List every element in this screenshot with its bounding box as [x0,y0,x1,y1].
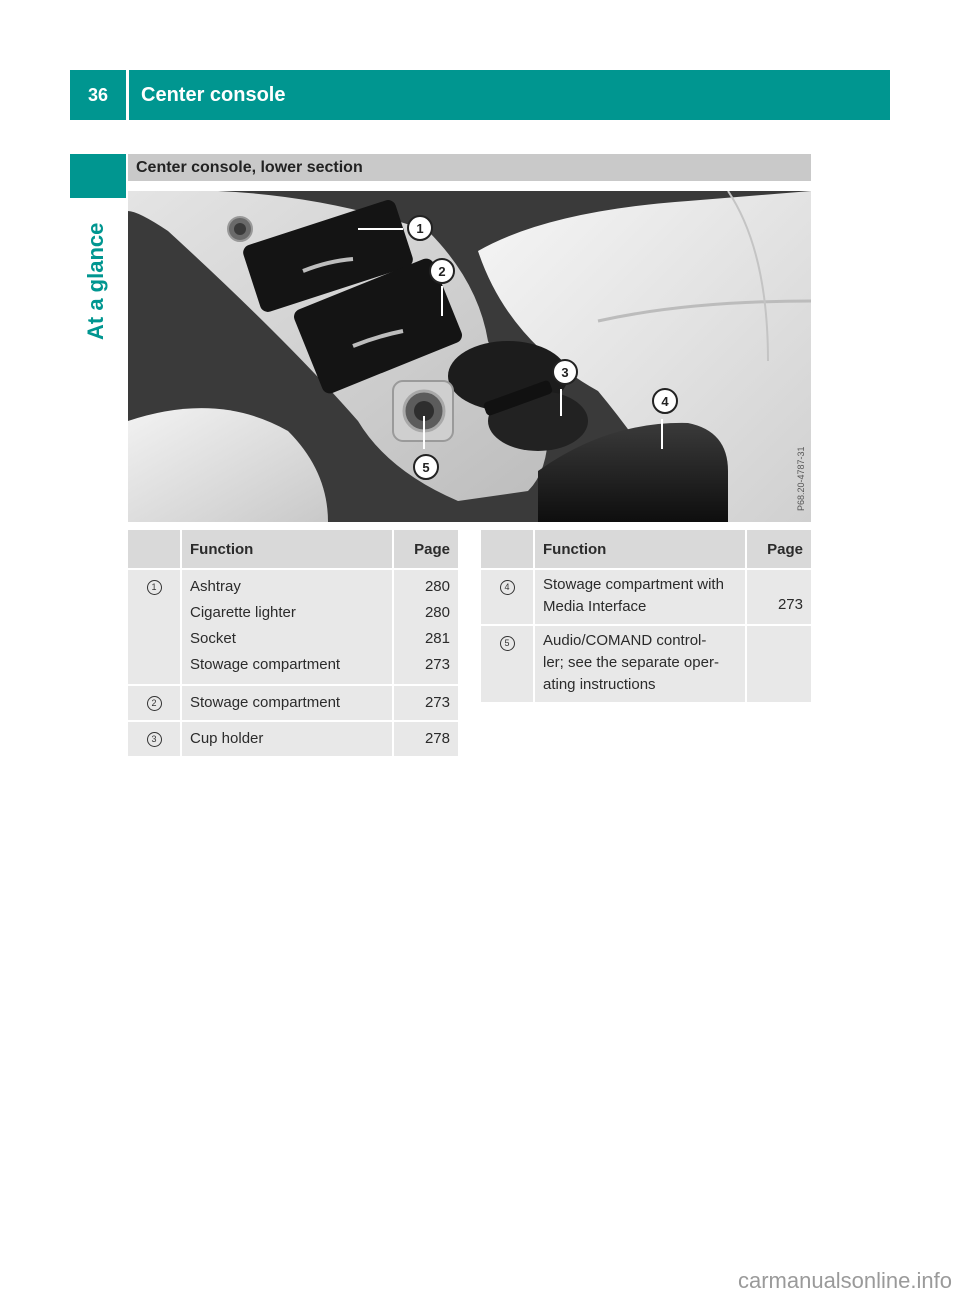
right-function-table [481,530,811,702]
image-reference-code: P68.20-4787-31 [796,446,806,511]
page-ref[interactable]: 273 [424,694,450,711]
function-socket: Socket [190,630,236,647]
function-ashtray: Ashtray [190,578,241,595]
page-ref[interactable]: 273 [424,656,450,673]
page-ref[interactable]: 278 [424,730,450,747]
callout-number-4: 4 [500,580,515,595]
callout-2 [430,259,454,283]
center-console-photo [128,191,811,522]
page-column-header: Page [746,530,811,569]
callout-3 [553,360,577,384]
function-stowage-compartment: Stowage compartment [190,694,341,711]
page-number: 36 [87,84,109,105]
table-row [481,569,811,625]
function-line: Media Interface [543,598,647,615]
svg-text:2: 2 [438,264,446,279]
callout-number-3: 3 [147,732,162,747]
watermark: carmanualsonline.info [737,1268,952,1293]
table-row [481,625,811,702]
callout-number-2: 2 [147,696,162,711]
left-function-table [128,530,458,756]
function-line: ating instructions [543,676,656,693]
function-line: ler; see the separate oper- [543,654,719,671]
page-column-header: Page [393,530,458,569]
callout-4 [653,389,677,413]
callout-number-1: 1 [147,580,162,595]
function-column-header: Function [181,530,393,569]
svg-text:4: 4 [661,394,669,409]
table-num-header [481,530,534,569]
callout-5 [414,455,438,479]
section-heading: Center console, lower section [128,154,811,181]
page-ref[interactable]: 281 [424,630,450,647]
page-ref[interactable]: 280 [424,604,450,621]
side-tab-marker [70,154,126,198]
page-ref [755,630,803,656]
page-ref[interactable]: 280 [424,578,450,595]
svg-text:5: 5 [422,460,430,475]
function-line: Stowage compartment with [543,576,724,593]
page-header [70,70,890,120]
function-line: Audio/COMAND control- [543,632,707,649]
side-tab-label: At a glance [83,222,108,340]
table-row [128,569,458,685]
table-num-header [128,530,181,569]
table-row [128,685,458,721]
header-divider [126,70,129,120]
console-illustration [128,191,811,522]
chapter-title: Center console [141,83,286,106]
function-column-header: Function [534,530,746,569]
function-cup-holder: Cup holder [190,730,264,747]
function-cigarette-lighter: Cigarette lighter [190,604,296,621]
svg-text:3: 3 [561,365,569,380]
callout-1 [408,216,432,240]
callout-number-5: 5 [500,636,515,651]
function-stowage-compartment: Stowage compartment [190,656,341,673]
page-ref[interactable]: 273 [777,596,803,613]
table-row [128,721,458,756]
svg-text:1: 1 [416,221,424,236]
